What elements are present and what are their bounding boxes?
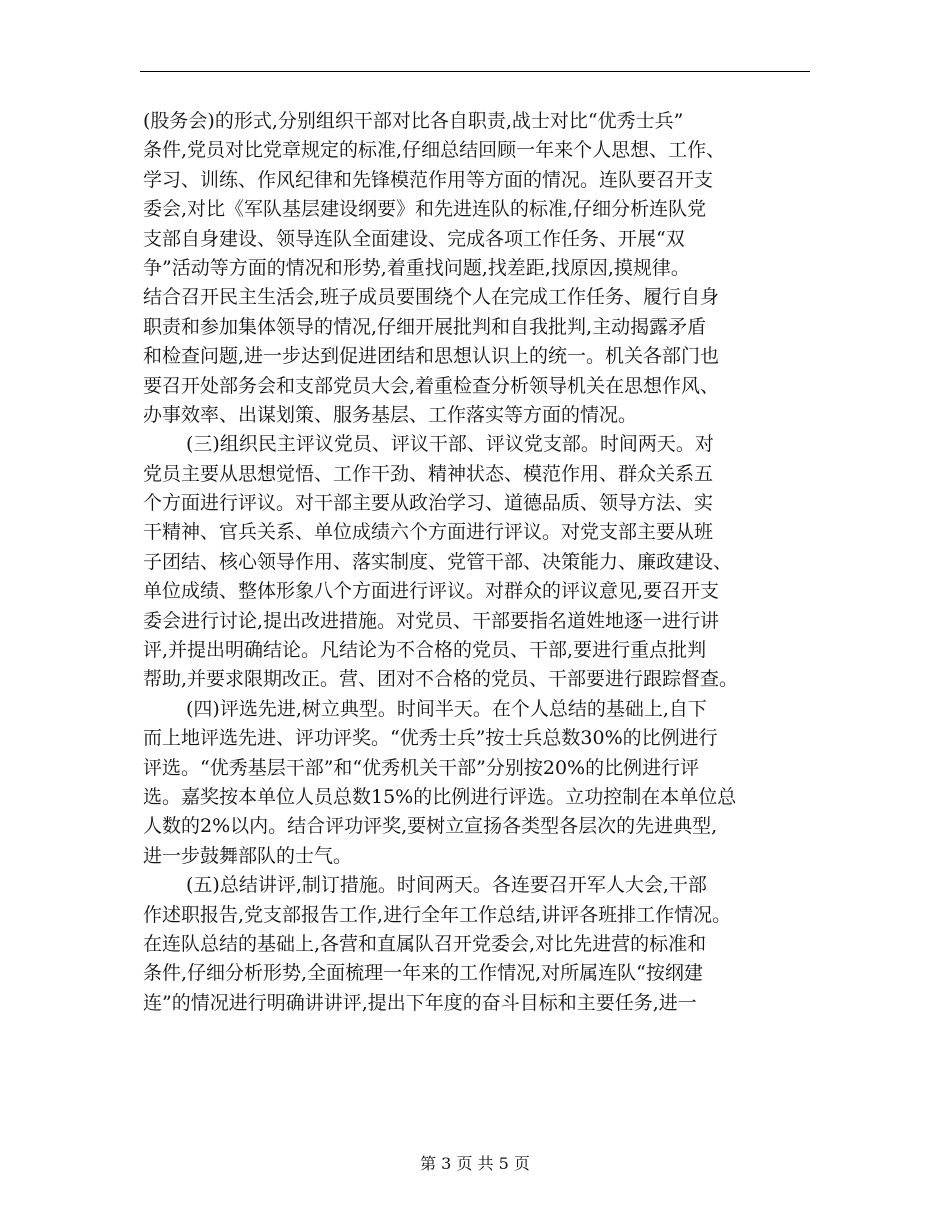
text-line: 党员主要从思想觉悟、工作干劲、精神状态、模范作用、群众关系五 [143,462,714,485]
text-line: 评,并提出明确结论。凡结论为不合格的党员、干部,要进行重点批判 [143,639,707,662]
text-line: 评选。“优秀基层干部”和“优秀机关干部”分别按20%的比例进行评 [143,756,700,779]
text-line: 干精神、官兵关系、单位成绩六个方面进行评议。对党支部主要从班 [143,521,714,544]
text-line: 单位成绩、整体形象八个方面进行评议。对群众的评议意见,要召开支 [143,580,720,603]
header-rule [140,71,810,72]
text-line: 委会进行讨论,提出改进措施。对党员、干部要指名道姓地逐一进行讲 [143,609,720,632]
text-line: 而上地评选先进、评功评奖。“优秀士兵”按士兵总数30%的比例进行 [143,727,718,750]
text-line: (股务会)的形式,分别组织干部对比各自职责,战士对比“优秀士兵” [143,110,684,132]
text-line: 帮助,并要求限期改正。营、团对不合格的党员、干部要进行跟踪督查。 [143,668,739,691]
paragraph-heading-5: (五)总结讲评,制订措施。时间两天。各连要召开军人大会,干部 [186,874,707,897]
paragraph-heading-3: (三)组织民主评议党员、评议干部、评议党支部。时间两天。对 [186,433,714,456]
text-line: 要召开处部务会和支部党员大会,着重检查分析领导机关在思想作风、 [143,374,720,397]
text-line: 连”的情况进行明确讲讲评,提出下年度的奋斗目标和主要任务,进一 [143,991,697,1014]
document-body [143,107,815,1018]
paragraph-heading-4: (四)评选先进,树立典型。时间半天。在个人总结的基础上,自下 [186,697,707,720]
text-line: 在连队总结的基础上,各营和直属队召开党委会,对比先进营的标准和 [143,932,707,955]
text-line: 作述职报告,党支部报告工作,进行全年工作总结,讲评各班排工作情况。 [143,903,732,926]
page-footer: 第 3 页 共 5 页 [420,1154,530,1173]
text-line: 争”活动等方面的情况和形势,着重找问题,找差距,找原因,摸规律。 [143,256,690,279]
text-line: 进一步鼓舞部队的士气。 [143,844,353,867]
text-line: 学习、训练、作风纪律和先锋模范作用等方面的情况。连队要召开支 [143,168,714,191]
text-line: 结合召开民主生活会,班子成员要围绕个人在完成工作任务、履行自身 [143,286,720,309]
text-line: 职责和参加集体领导的情况,仔细开展批判和自我批判,主动揭露矛盾 [143,315,707,338]
text-line: 办事效率、出谋划策、服务基层、工作落实等方面的情况。 [143,403,638,426]
text-line: 和检查问题,进一步达到促进团结和思想认识上的统一。机关各部门也 [143,345,720,368]
text-line: 支部自身建设、领导连队全面建设、完成各项工作任务、开展“双 [143,227,685,250]
text-line: 条件,党员对比党章规定的标准,仔细总结回顾一年来个人思想、工作、 [143,139,726,162]
text-line: 子团结、核心领导作用、落实制度、党管干部、决策能力、廉政建设、 [143,550,733,573]
text-line: 人数的2%以内。结合评功评奖,要树立宣扬各类型各层次的先进典型, [143,815,718,838]
text-line: 选。嘉奖按本单位人员总数15%的比例进行评选。立功控制在本单位总 [143,785,737,808]
text-line: 委会,对比《军队基层建设纲要》和先进连队的标准,仔细分析连队党 [143,198,707,221]
text-line: 条件,仔细分析形势,全面梳理一年来的工作情况,对所属连队“按纲建 [143,962,703,985]
text-line: 个方面进行评议。对干部主要从政治学习、道德品质、领导方法、实 [143,492,714,515]
